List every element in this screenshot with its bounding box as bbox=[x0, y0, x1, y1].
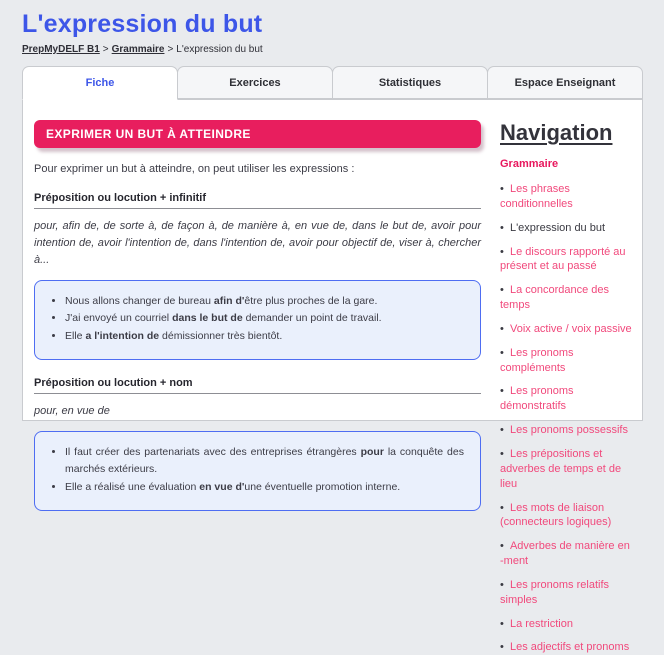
expressions-list-infinitif: pour, afin de, de sorte à, de façon à, de manière à, en vue de, dans le but de, avoir pour intention de, avoir l'intention de, dans l'intention de, avoir pour objectif de, viser à, chercher à... bbox=[34, 220, 481, 267]
lesson-intro: Pour exprimer un but à atteindre, on peut utiliser les expressions : bbox=[34, 163, 355, 175]
navigation-category-grammaire: Grammaire bbox=[500, 158, 559, 170]
example-list bbox=[51, 444, 464, 496]
nav-item-pronoms-demonstratifs[interactable]: • Les pronoms démonstratifs bbox=[500, 384, 634, 414]
section-heading-infinitif: Préposition ou locution + infinitif bbox=[34, 192, 481, 209]
nav-item-prepositions-adverbes[interactable]: • Les prépositions et adverbes de temps et de lieu bbox=[500, 447, 634, 492]
breadcrumb-current: L'expression du but bbox=[176, 44, 263, 55]
breadcrumb-separator: > bbox=[102, 44, 109, 55]
page-title: L'expression du but bbox=[22, 10, 263, 38]
navigation-sidebar bbox=[500, 120, 634, 654]
example-box-infinitif bbox=[34, 280, 481, 360]
nav-item-adjectifs-et-pronoms[interactable]: • Les adjectifs et pronoms bbox=[500, 640, 634, 655]
tab-espace-enseignant[interactable]: Espace Enseignant bbox=[487, 66, 643, 99]
breadcrumb-link-site[interactable]: PrepMyDELF B1 bbox=[22, 44, 100, 55]
tab-exercices[interactable]: Exercices bbox=[177, 66, 333, 99]
breadcrumb-separator: > bbox=[167, 44, 174, 55]
example-sentence: • J'ai envoyé un courriel dans le but de demander un point de travail. bbox=[65, 310, 464, 327]
section-heading-nom: Préposition ou locution + nom bbox=[34, 377, 481, 394]
tab-statistiques[interactable]: Statistiques bbox=[332, 66, 488, 99]
navigation-heading: Navigation bbox=[500, 120, 613, 145]
tab-bar bbox=[22, 66, 643, 99]
nav-item-adverbes-de-maniere[interactable]: • Adverbes de manière en -ment bbox=[500, 539, 634, 569]
nav-item-discours-rapporte[interactable]: • Le discours rapporté au présent et au passé bbox=[500, 245, 634, 275]
nav-item-phrases-conditionnelles[interactable]: • Les phrases conditionnelles bbox=[500, 182, 634, 212]
nav-item-pronoms-complements[interactable]: • Les pronoms compléments bbox=[500, 346, 634, 376]
nav-item-expression-du-but: • L'expression du but bbox=[500, 221, 634, 236]
example-box-nom bbox=[34, 431, 481, 511]
nav-item-concordance-des-temps[interactable]: • La concordance des temps bbox=[500, 283, 634, 313]
breadcrumb bbox=[22, 44, 642, 55]
nav-item-pronoms-relatifs-simples[interactable]: • Les pronoms relatifs simples bbox=[500, 578, 634, 608]
nav-item-pronoms-possessifs[interactable]: • Les pronoms possessifs bbox=[500, 423, 634, 438]
lesson-content bbox=[34, 120, 481, 493]
nav-item-la-restriction[interactable]: • La restriction bbox=[500, 617, 634, 632]
tab-fiche[interactable]: Fiche bbox=[22, 66, 178, 100]
content-panel bbox=[22, 99, 643, 654]
navigation-list bbox=[500, 182, 634, 655]
example-sentence: • Elle a l'intention de démissionner très bientôt. bbox=[65, 328, 464, 345]
example-sentence: • Elle a réalisé une évaluation en vue d'une éventuelle promotion interne. bbox=[65, 479, 464, 496]
expressions-list-nom: pour, en vue de bbox=[34, 405, 110, 418]
nav-item-voix-active-passive[interactable]: • Voix active / voix passive bbox=[500, 322, 634, 337]
example-sentence: • Nous allons changer de bureau afin d'être plus proches de la gare. bbox=[65, 293, 464, 310]
nav-item-mots-de-liaison[interactable]: • Les mots de liaison (connecteurs logiques) bbox=[500, 501, 634, 531]
example-sentence: • Il faut créer des partenariats avec des entreprises étrangères pour la conquête des marchés extérieurs. bbox=[65, 444, 464, 479]
page-header bbox=[0, 0, 664, 55]
example-list bbox=[51, 293, 464, 345]
breadcrumb-link-section[interactable]: Grammaire bbox=[111, 44, 165, 55]
lesson-banner: EXPRIMER UN BUT À ATTEINDRE bbox=[34, 120, 481, 148]
